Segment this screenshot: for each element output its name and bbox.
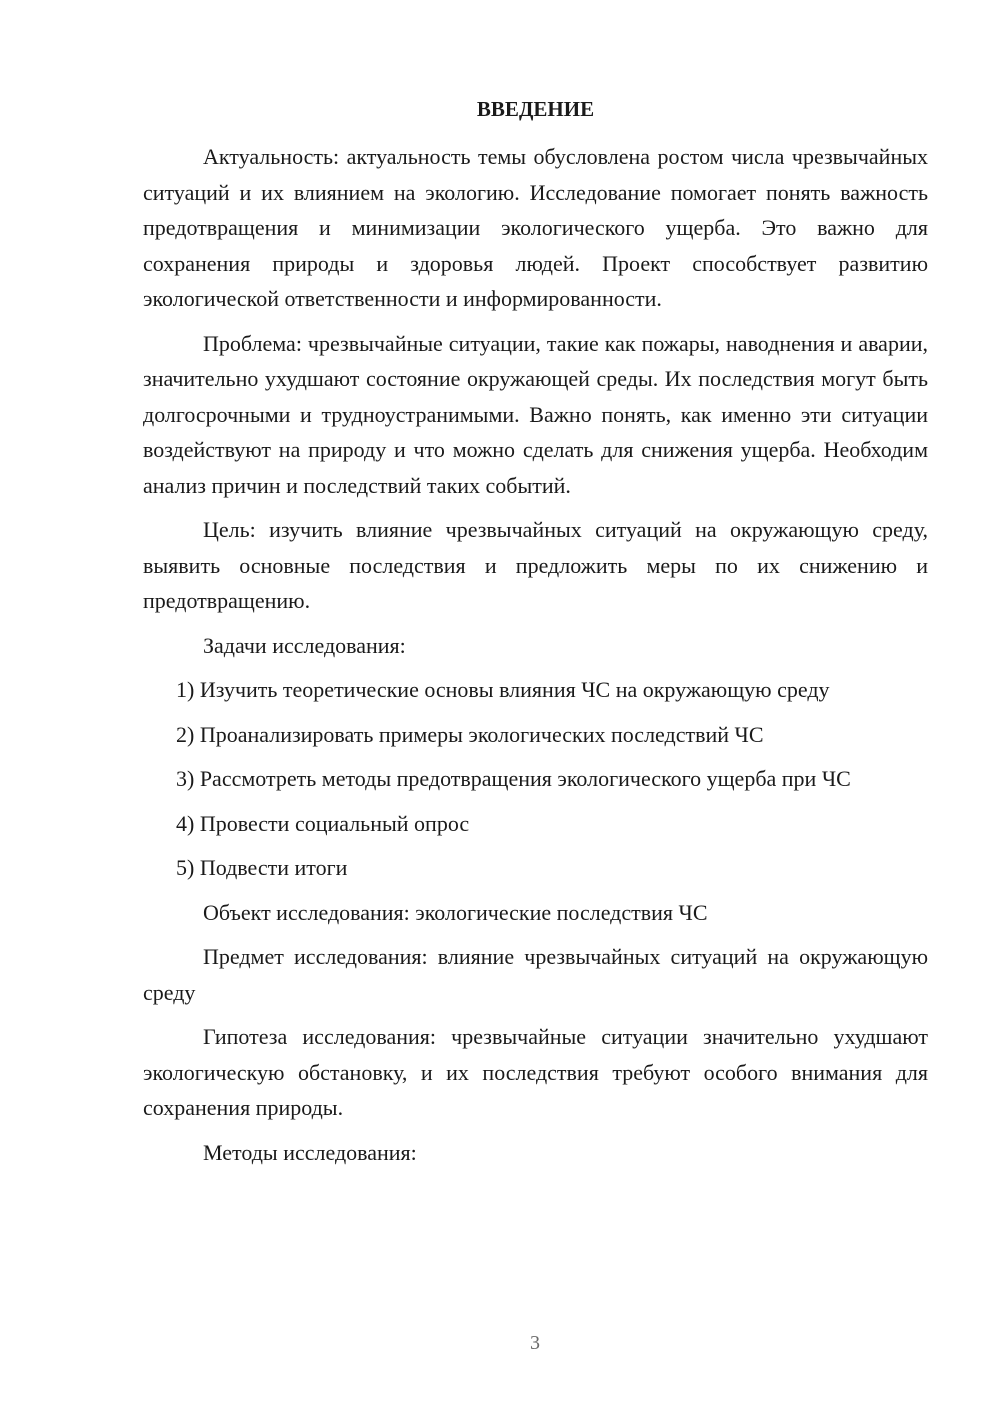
page-content [143, 92, 928, 1179]
task-item: 3) Рассмотреть методы предотвращения экологического ущерба при ЧС [176, 766, 851, 791]
paragraph-subject: Предмет исследования: влияние чрезвычайных ситуаций на окружающую среду [143, 944, 928, 1005]
paragraph-problem: Проблема: чрезвычайные ситуации, такие как пожары, наводнения и аварии, значительно ухудшают состояние окружающей среды. Их последствия могут быть долгосрочными и трудноустранимыми. Важно понять, как именно эти ситуации воздействуют на природу и что можно сделать для снижения ущерба. Необходим анализ причин и последствий таких событий. [143, 330, 928, 498]
task-item: 1) Изучить теоретические основы влияния ЧС на окружающую среду [176, 677, 830, 702]
page-number: 3 [530, 1332, 540, 1354]
page-title: ВВЕДЕНИЕ [476, 97, 595, 121]
paragraph-tasks-heading: Задачи исследования: [203, 632, 406, 658]
paragraph-methods: Методы исследования: [203, 1139, 417, 1165]
paragraph-hypothesis: Гипотеза исследования: чрезвычайные ситуации значительно ухудшают экологическую обстановку, и их последствия требуют особого внимания для сохранения природы. [143, 1024, 928, 1120]
paragraph-relevance: Актуальность: актуальность темы обусловлена ростом числа чрезвычайных ситуаций и их влиянием на экологию. Исследование помогает понять важность предотвращения и минимизации экологического ущерба. Это важно для сохранения природы и здоровья людей. Проект способствует развитию экологической ответственности и информированности. [143, 144, 928, 311]
paragraph-goal: Цель: изучить влияние чрезвычайных ситуаций на окружающую среду, выявить основные последствия и предложить меры по их снижению и предотвращению. [143, 517, 928, 613]
paragraph-object: Объект исследования: экологические последствия ЧС [203, 899, 708, 925]
task-item: 4) Провести социальный опрос [176, 810, 470, 836]
task-item: 2) Проанализировать примеры экологических последствий ЧС [176, 721, 764, 747]
task-item: 5) Подвести итоги [176, 855, 348, 880]
